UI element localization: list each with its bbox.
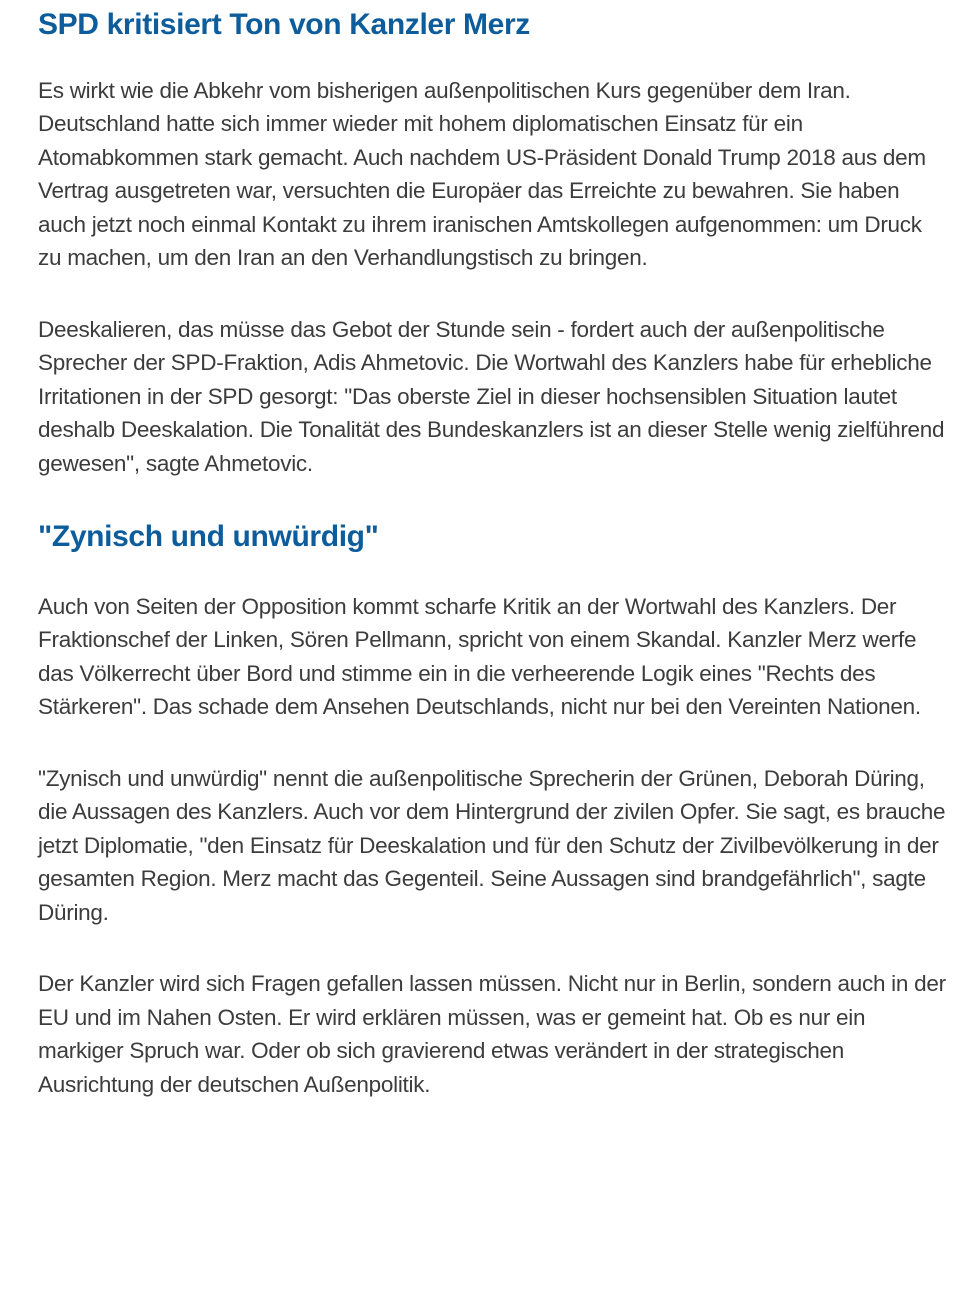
article-paragraph: Auch von Seiten der Opposition kommt scharfe Kritik an der Wortwahl des Kanzlers. Der Fraktionschef der Linken, Sören Pellmann, spricht von einem Skandal. Kanzler Merz werfe das Völkerrecht über Bord und stimme ein in die verheerende Logik eines "Rechts des Stärkeren". Das schade dem Ansehen Deutschlands, nicht nur bei den Vereinten Nationen. [38, 593, 921, 719]
section-heading-zynisch-unwuerdig: "Zynisch und unwürdig" [38, 520, 379, 553]
article-paragraph: Der Kanzler wird sich Fragen gefallen lassen müssen. Nicht nur in Berlin, sondern auch in der EU und im Nahen Osten. Er wird erklären müssen, was er gemeint hat. Ob es nur ein markiger Spruch war. Oder ob sich gravierend etwas verändert in der strategischen Ausrichtung der deutschen Außenpolitik. [38, 971, 946, 1097]
article-paragraph: Es wirkt wie die Abkehr vom bisherigen außenpolitischen Kurs gegenüber dem Iran. Deutschland hatte sich immer wieder mit hohem diplomatischen Einsatz für ein Atomabkommen stark gemacht. Auch nachdem US-Präsident Donald Trump 2018 aus dem Vertrag ausgetreten war, versuchten die Europäer das Erreichte zu bewahren. Sie haben auch jetzt noch einmal Kontakt zu ihrem iranischen Amtskollegen aufgenommen: um Druck zu machen, um den Iran an den Verhandlungstisch zu bringen. [38, 77, 926, 270]
article-paragraph: "Zynisch und unwürdig" nennt die außenpolitische Sprecherin der Grünen, Deborah Düring, die Aussagen des Kanzlers. Auch vor dem Hintergrund der zivilen Opfer. Sie sagt, es brauche jetzt Diplomatie, "den Einsatz für Deeskalation und für den Schutz der Zivilbevölkerung in der gesamten Region. Merz macht das Gegenteil. Seine Aussagen sind brandgefährlich", sagte Düring. [38, 765, 946, 925]
article-paragraph: Deeskalieren, das müsse das Gebot der Stunde sein - fordert auch der außenpolitische Sprecher der SPD-Fraktion, Adis Ahmetovic. Die Wortwahl des Kanzlers habe für erhebliche Irritationen in der SPD gesorgt: "Das oberste Ziel in dieser hochsensiblen Situation lautet deshalb Deeskalation. Die Tonalität des Bundeskanzlers ist an dieser Stelle wenig zielführend gewesen", sagte Ahmetovic. [38, 316, 945, 476]
section-heading-spd-kritik: SPD kritisiert Ton von Kanzler Merz [38, 8, 530, 41]
